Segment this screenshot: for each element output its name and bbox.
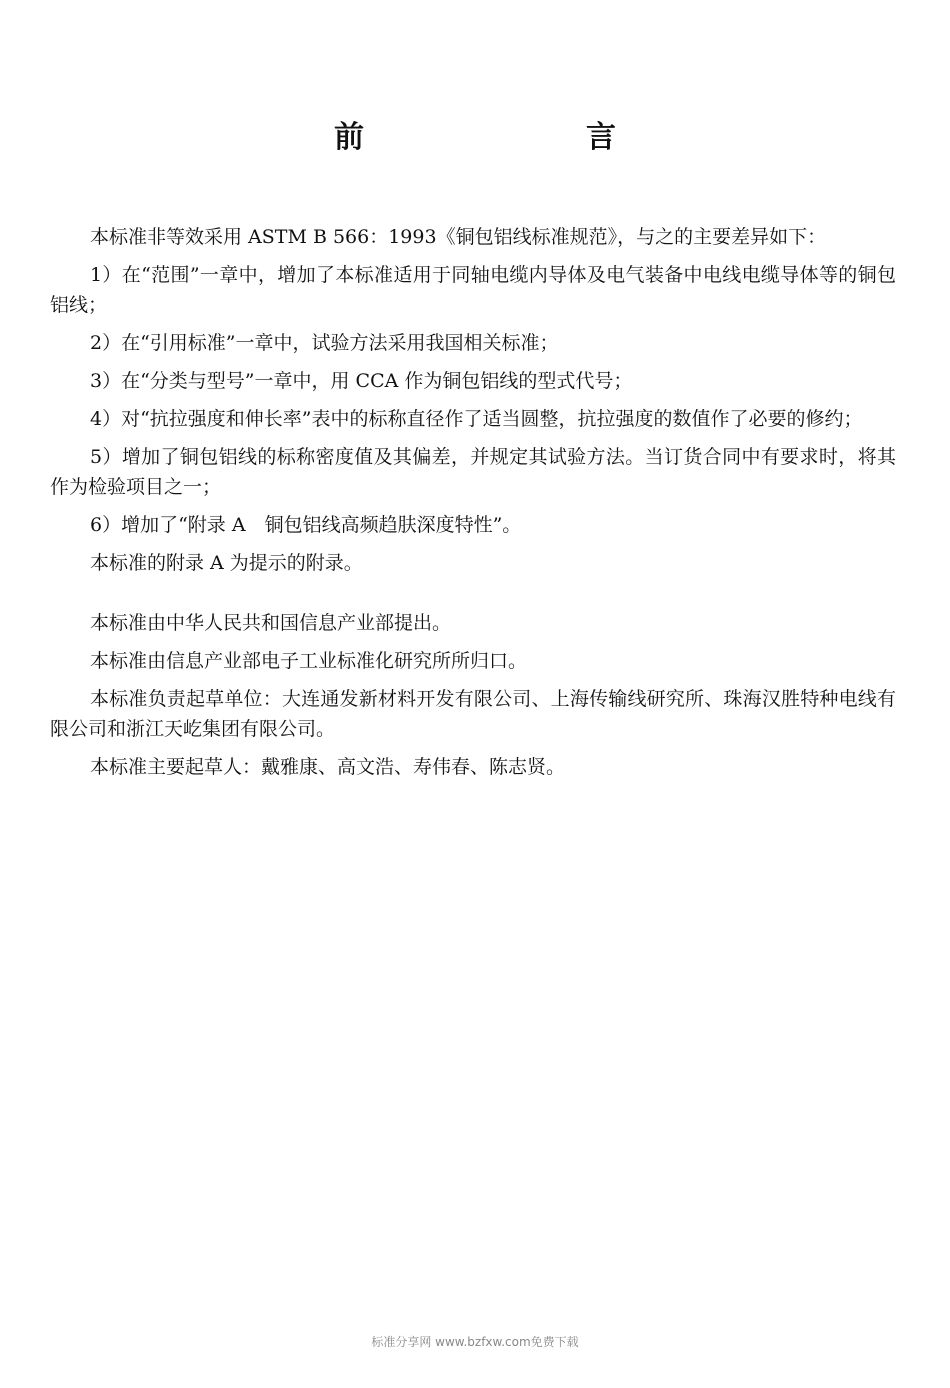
document-body xyxy=(50,222,896,790)
section-spacer xyxy=(50,586,896,608)
paragraph-appendix-note: 本标准的附录 A 为提示的附录。 xyxy=(90,552,363,574)
paragraph-item-1: 1）在“范围”一章中，增加了本标准适用于同轴电缆内导体及电气装备中电线电缆导体等的铜包铝线； xyxy=(50,264,896,316)
paragraph-drafters: 本标准主要起草人：戴雅康、高文浩、寿伟春、陈志贤。 xyxy=(90,756,566,778)
paragraph-item-4: 4）对“抗拉强度和伸长率”表中的标称直径作了适当圆整，抗拉强度的数值作了必要的修约； xyxy=(90,408,863,430)
footer-watermark: 标准分享网 www.bzfxw.com免费下载 xyxy=(371,1335,579,1349)
paragraph-item-6: 6）增加了“附录 A 铜包铝线高频趋肤深度特性”。 xyxy=(90,514,522,536)
paragraph-item-5: 5）增加了铜包铝线的标称密度值及其偏差，并规定其试验方法。当订货合同中有要求时，将其作为检验项目之一； xyxy=(50,446,896,498)
paragraph-drafting-units: 本标准负责起草单位：大连通发新材料开发有限公司、上海传输线研究所、珠海汉胜特种电线有限公司和浙江天屹集团有限公司。 xyxy=(50,688,896,740)
page-title: 前 言 xyxy=(334,120,712,155)
paragraph-proposer: 本标准由中华人民共和国信息产业部提出。 xyxy=(90,612,452,634)
paragraph-administrator: 本标准由信息产业部电子工业标准化研究所所归口。 xyxy=(90,650,528,672)
paragraph-intro: 本标准非等效采用 ASTM B 566：1993《铜包铝线标准规范》，与之的主要差异如下： xyxy=(90,226,827,248)
paragraph-item-3: 3）在“分类与型号”一章中，用 CCA 作为铜包铝线的型式代号； xyxy=(90,370,633,392)
paragraph-item-2: 2）在“引用标准”一章中，试验方法采用我国相关标准； xyxy=(90,332,559,354)
